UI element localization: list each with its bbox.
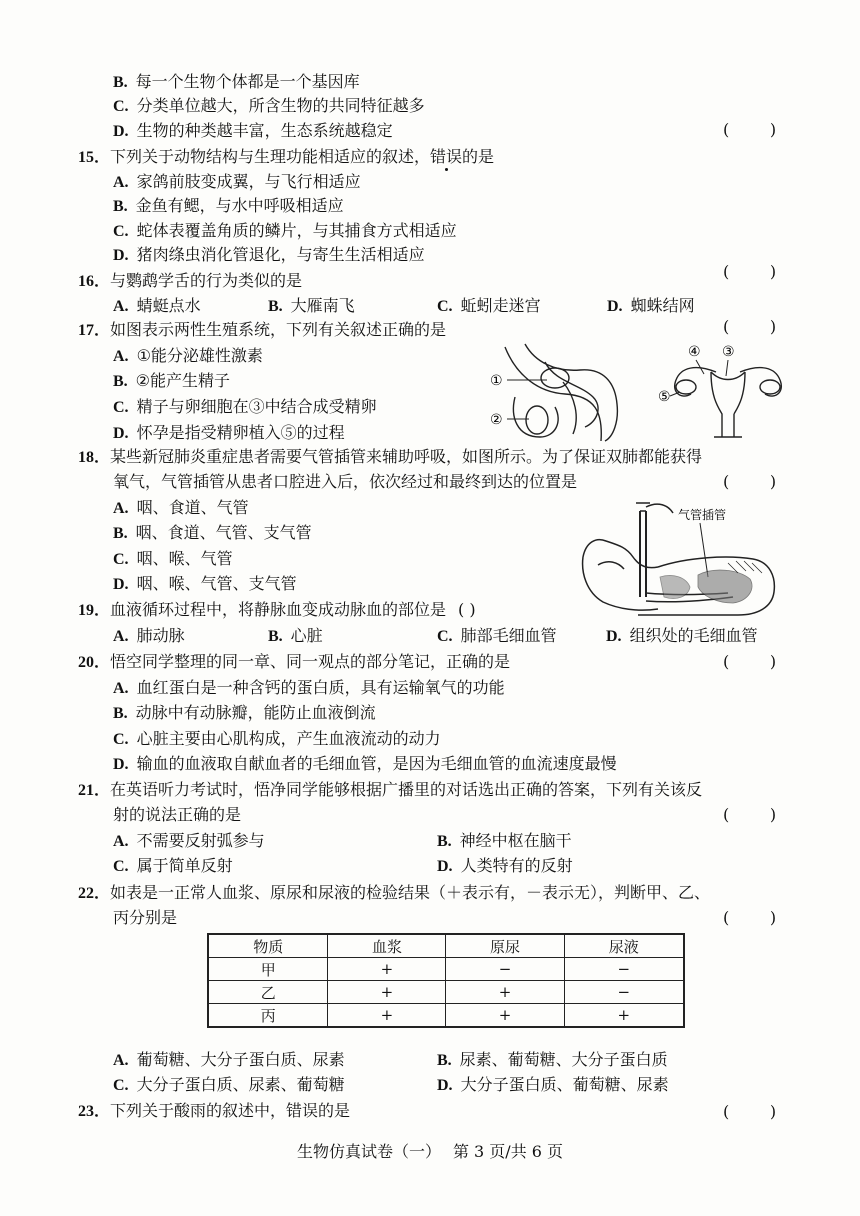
q22-option-c: C. 大分子蛋白质、尿素、葡萄糖 [113,1075,345,1094]
q16-option-c: C. 蚯蚓走迷宫 [437,296,541,315]
q15-option-c: C. 蛇体表覆盖角质的鳞片，与其捕食方式相适应 [113,221,457,240]
table-cell: 丙 [208,1004,328,1028]
footer-page-number: 第 3 页/共 6 页 [452,1142,564,1161]
table-cell: + [328,1004,446,1028]
page-footer [0,1140,860,1164]
q17-option-c: C. 精子与卵细胞在③中结合成受精卵 [113,397,377,416]
q21-stem-line1: 21．在英语听力考试时，悟净同学能够根据广播里的对话选出正确的答案，下列有关该反 [78,780,703,799]
q15-option-d: D. 猪肉绦虫消化管退化，与寄生生活相适应 [113,245,425,264]
q20-option-c: C. 心脏主要由心肌构成，产生血液流动的动力 [113,729,441,748]
footer-title: 生物仿真试卷（一） [296,1142,441,1161]
q19-option-b: B. 心脏 [268,626,323,645]
label-5: ⑤ [658,389,671,405]
q21-option-b: B. 神经中枢在脑干 [437,831,572,850]
table-cell: 乙 [208,981,328,1004]
q20-option-b: B. 动脉中有动脉瓣，能防止血液倒流 [113,703,376,722]
q22-answer-paren: ( ) [723,908,777,927]
q23-stem: 23．下列关于酸雨的叙述中，错误的是 [78,1101,351,1120]
table-cell: + [446,1004,564,1028]
table-header: 血浆 [328,934,446,958]
q16-stem: 16．与鹦鹉学舌的行为类似的是 [78,271,303,290]
q21-answer-paren: ( ) [723,805,777,824]
q15-option-b: B. 金鱼有鳃，与水中呼吸相适应 [113,196,344,215]
q22-stem-line2: 丙分别是 [113,908,178,927]
q18-stem-line1: 18．某些新冠肺炎重症患者需要气管插管来辅助呼吸，如图所示。为了保证双肺都能获得 [78,447,703,466]
q14-option-c: C. 分类单位越大，所含生物的共同特征越多 [113,96,425,115]
label-1: ① [490,373,503,389]
table-cell: − [564,958,684,981]
q17-option-b: B. ②能产生精子 [113,371,231,390]
q19-option-c: C. 肺部毛细血管 [437,626,557,645]
q20-answer-paren: ( ) [723,652,777,671]
table-cell: + [328,958,446,981]
q15-stem: 15．下列关于动物结构与生理功能相适应的叙述，错误的是 [78,147,495,166]
q22-option-d: D. 大分子蛋白质、葡萄糖、尿素 [437,1075,669,1094]
q21-option-a: A. 不需要反射弧参与 [113,831,265,850]
table-header: 物质 [208,934,328,958]
q16-option-b: B. 大雁南飞 [268,296,355,315]
table-cell: − [564,981,684,1004]
q16-option-d: D. 蜘蛛结网 [607,296,695,315]
table-header: 原尿 [446,934,564,958]
q15-emphasis: 错误 [430,147,463,166]
q20-stem: 20．悟空同学整理的同一章、同一观点的部分笔记，正确的是 [78,652,511,671]
female-reproductive-diagram [656,342,786,442]
table-header: 尿液 [564,934,684,958]
q18-stem-line2: 氧气，气管插管从患者口腔进入后，依次经过和最终到达的位置是 [113,472,578,491]
q23-emphasis: 错误 [286,1101,319,1120]
q22-stem-line1: 22．如表是一正常人血浆、原尿和尿液的检验结果（＋表示有，－表示无），判断甲、乙、 [78,883,711,902]
intubation-label: 气管插管 [678,508,727,522]
q19-stem: 19．血液循环过程中，将静脉血变成动脉血的部位是 ( ) [78,600,476,619]
q18-option-c: C. 咽、喉、气管 [113,549,233,568]
q23-answer-paren: ( ) [723,1102,777,1121]
table-cell: + [328,981,446,1004]
label-3: ③ [722,344,735,360]
table-row [208,981,684,1004]
q18-answer-paren: ( ) [723,472,777,491]
q18-option-b: B. 咽、食道、气管、支气管 [113,523,312,542]
q18-option-a: A. 咽、食道、气管 [113,498,249,517]
q15-option-a: A. 家鸽前肢变成翼，与飞行相适应 [113,172,361,191]
q16-answer-paren: ( ) [723,262,777,281]
q19-option-a: A. 肺动脉 [113,626,185,645]
q14-answer-paren: ( ) [723,120,777,139]
q19-option-d: D. 组织处的毛细血管 [606,626,758,645]
q18-option-d: D. 咽、喉、气管、支气管 [113,574,297,593]
q16-option-a: A. 蜻蜓点水 [113,296,201,315]
q17-stem: 17．如图表示两性生殖系统，下列有关叙述正确的是 [78,320,447,339]
table-header-row [208,934,684,958]
q21-stem-line2: 射的说法正确的是 [113,805,242,824]
q21-option-c: C. 属于简单反射 [113,856,233,875]
table-cell: + [564,1004,684,1028]
urine-test-table [207,933,685,1028]
q17-option-a: A. ①能分泌雄性激素 [113,346,263,365]
q17-option-d: D. 怀孕是指受精卵植入⑤的过程 [113,423,345,442]
table-row [208,958,684,981]
q22-option-b: B. 尿素、葡萄糖、大分子蛋白质 [437,1050,668,1069]
table-cell: − [446,958,564,981]
table-row [208,1004,684,1028]
table-cell: 甲 [208,958,328,981]
tracheal-intubation-diagram [578,497,778,619]
q20-option-a: A. 血红蛋白是一种含钙的蛋白质，具有运输氧气的功能 [113,678,505,697]
q14-option-b: B. 每一个生物个体都是一个基因库 [113,72,360,91]
q21-option-d: D. 人类特有的反射 [437,856,573,875]
q14-option-d: D. 生物的种类越丰富，生态系统越稳定 [113,121,393,140]
q17-answer-paren: ( ) [723,317,777,336]
q20-option-d: D. 输血的血液取自献血者的毛细血管，是因为毛细血管的血流速度最慢 [113,754,617,773]
label-2: ② [490,412,503,428]
q22-option-a: A. 葡萄糖、大分子蛋白质、尿素 [113,1050,345,1069]
table-cell: + [446,981,564,1004]
male-reproductive-diagram [485,342,635,442]
label-4: ④ [688,344,701,360]
